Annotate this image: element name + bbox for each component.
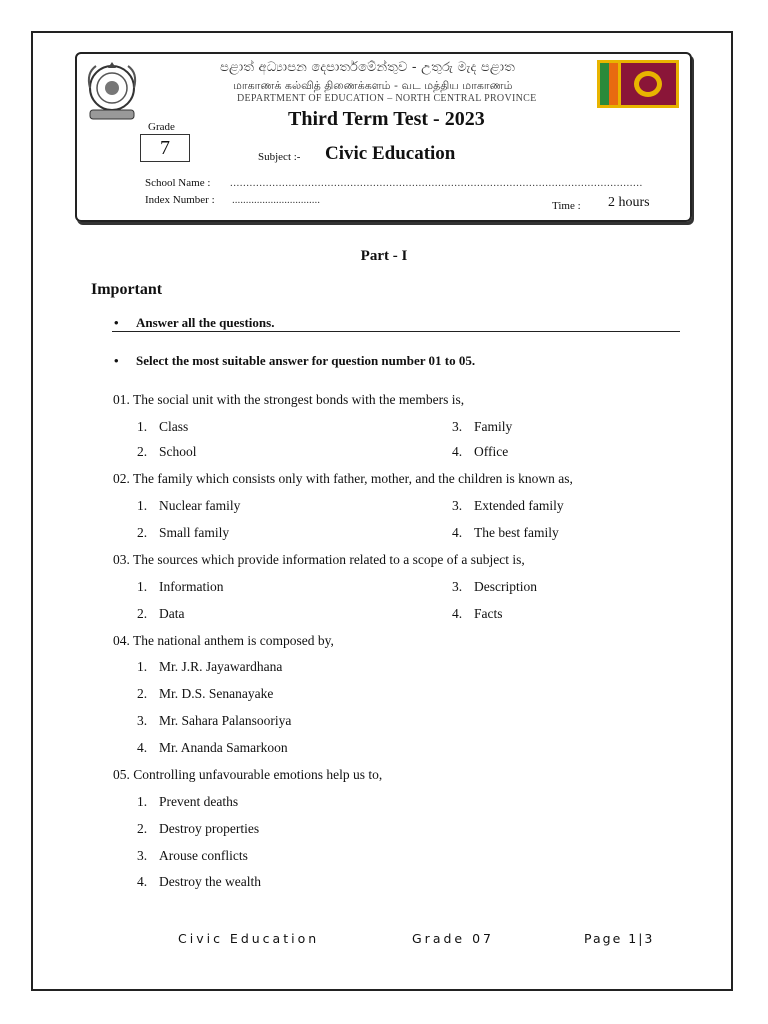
- bullet-icon: •: [114, 315, 119, 330]
- school-name-label: School Name :: [145, 177, 211, 189]
- instruction-text: Answer all the questions.: [136, 315, 275, 330]
- part-title: Part - I: [360, 248, 408, 264]
- answer-option: 4. Facts: [452, 606, 503, 621]
- time-label: Time :: [552, 200, 581, 212]
- answer-option: 1. Nuclear family: [137, 498, 241, 513]
- answer-option: 3. Extended family: [452, 498, 564, 513]
- important-heading: Important: [91, 281, 163, 298]
- answer-option: 2. School: [137, 444, 197, 459]
- answer-option: 2. Small family: [137, 525, 230, 540]
- index-number-label: Index Number :: [145, 194, 215, 206]
- question-text: 02. The family which consists only with father, mother, and the children is known as,: [113, 471, 573, 486]
- index-number-field: ................................: [232, 194, 320, 206]
- grade-value: 7: [140, 134, 190, 162]
- answer-option: 3. Family: [452, 419, 513, 434]
- grade-label: Grade: [148, 121, 175, 133]
- subject-label: Subject :-: [258, 151, 301, 163]
- answer-option: 2. Destroy properties: [137, 821, 260, 836]
- footer-grade: Grade 07: [412, 931, 494, 946]
- answer-option: 1. Mr. J.R. Jayawardhana: [137, 659, 283, 674]
- divider: [112, 331, 680, 332]
- question-text: 05. Controlling unfavourable emotions help us to,: [113, 767, 383, 782]
- footer-page-number: Page 1|3: [584, 931, 655, 946]
- question-text: 03. The sources which provide information related to a scope of a subject is,: [113, 552, 525, 567]
- school-name-field: ...............................................................................................................................: [230, 177, 643, 189]
- sri-lanka-flag-icon: [597, 60, 679, 108]
- answer-option: 3. Description: [452, 579, 537, 594]
- instruction-item: [114, 353, 475, 369]
- department-name: DEPARTMENT OF EDUCATION – NORTH CENTRAL PROVINCE: [237, 93, 537, 104]
- answer-option: 3. Arouse conflicts: [137, 848, 248, 863]
- question-text: 04. The national anthem is composed by,: [113, 633, 334, 648]
- tamil-header-line: மாகாணக் கல்வித் திணைக்களம் - வட மத்திய மாகாணம்: [233, 79, 513, 92]
- answer-option: 4. The best family: [452, 525, 559, 540]
- sri-lanka-emblem-icon: [82, 58, 142, 124]
- answer-option: 1. Class: [137, 419, 189, 434]
- footer-subject: Civic Education: [178, 931, 320, 946]
- sinhala-header-line: පළාත් අධ්‍යාපන දෙපාර්තමේන්තුව - උතුරු මැද පළාත: [220, 60, 515, 75]
- answer-option: 2. Data: [137, 606, 185, 621]
- question-text: 01. The social unit with the strongest bonds with the members is,: [113, 392, 465, 407]
- instruction-item: [114, 315, 274, 331]
- answer-option: 4. Destroy the wealth: [137, 874, 261, 889]
- answer-option: 1. Prevent deaths: [137, 794, 239, 809]
- answer-option: 1. Information: [137, 579, 224, 594]
- answer-option: 3. Mr. Sahara Palansooriya: [137, 713, 292, 728]
- instruction-text: Select the most suitable answer for question number 01 to 05.: [136, 353, 476, 368]
- answer-option: 4. Office: [452, 444, 509, 459]
- test-title: Third Term Test - 2023: [288, 108, 485, 130]
- subject-value: Civic Education: [325, 143, 456, 164]
- answer-option: 4. Mr. Ananda Samarkoon: [137, 740, 288, 755]
- time-value: 2 hours: [608, 195, 650, 210]
- bullet-icon: •: [114, 353, 119, 368]
- answer-option: 2. Mr. D.S. Senanayake: [137, 686, 274, 701]
